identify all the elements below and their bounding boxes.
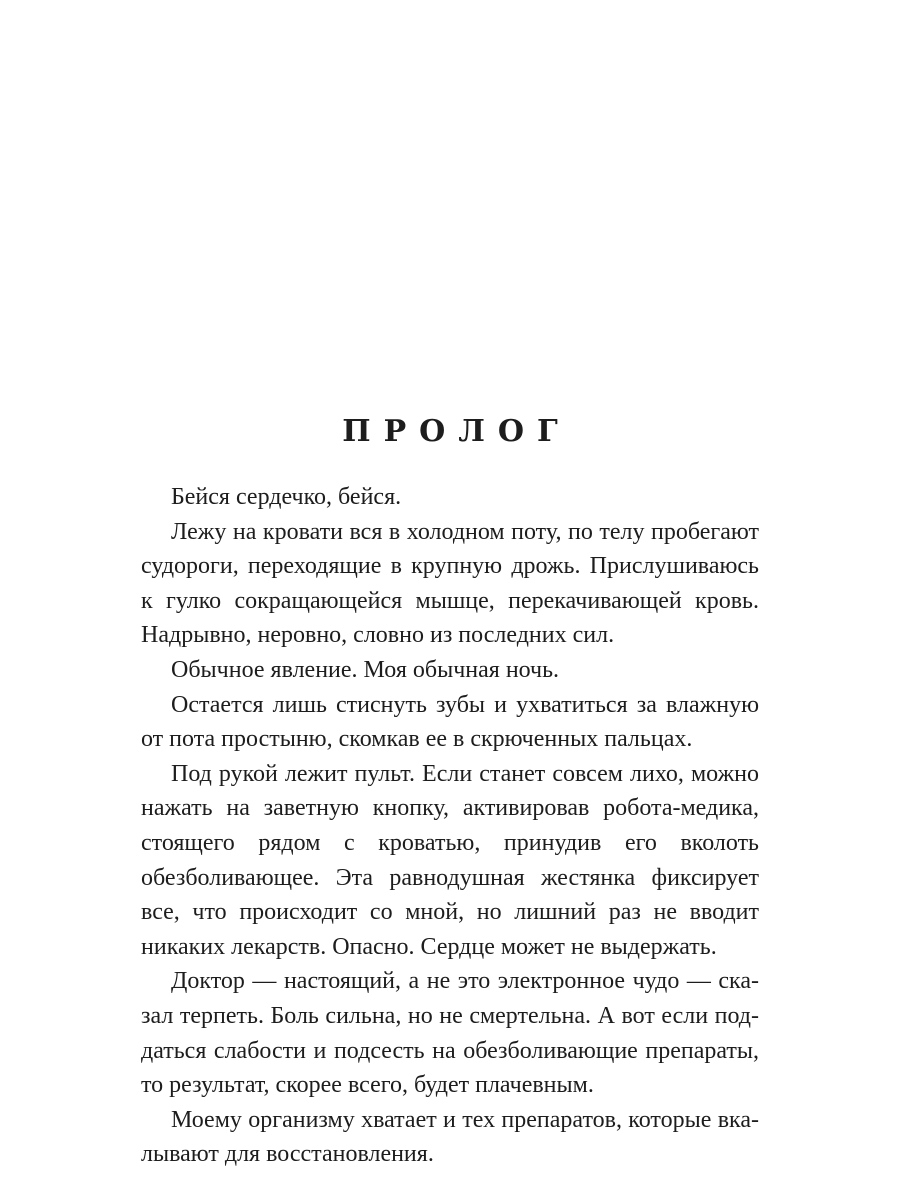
- chapter-body: [141, 480, 759, 1172]
- paragraph: Обычное явление. Моя обычная ночь.: [171, 656, 560, 683]
- paragraph: Моему организму хватает и тех препаратов, которые вкалывают для восстановления.: [141, 1106, 759, 1168]
- paragraph: Под рукой лежит пульт. Если станет совсем лихо, можно нажать на заветную кнопку, активировав робота-медика, стоящего рядом с кроватью, принудив его вколоть обезболивающее. Эта равнодушная жестянка фиксирует все, что происходит со мной, но лишний раз не вводит никаких лекарств. Опасно. Сердце может не выдержать.: [141, 760, 759, 960]
- paragraph: Остается лишь стиснуть зубы и ухватиться за влажную от пота простыню, скомкав ее в скрюченных пальцах.: [141, 691, 759, 753]
- chapter-title: ПРОЛОГ: [342, 414, 571, 449]
- paragraph: Лежу на кровати вся в холодном поту, по телу пробегают судороги, переходящие в крупную дрожь. Прислушиваюсь к гулко сокращающейся мышце, перекачивающей кровь. Надрывно, неровно, словно из последних сил.: [141, 518, 759, 649]
- paragraph: Доктор — настоящий, а не это электронное чудо — сказал терпеть. Боль сильна, но не смертельна. А вот если поддаться слабости и подсесть на обезболивающие препараты, то результат, скорее всего, будет плачевным.: [141, 968, 759, 1099]
- paragraph: Бейся сердечко, бейся.: [171, 484, 402, 510]
